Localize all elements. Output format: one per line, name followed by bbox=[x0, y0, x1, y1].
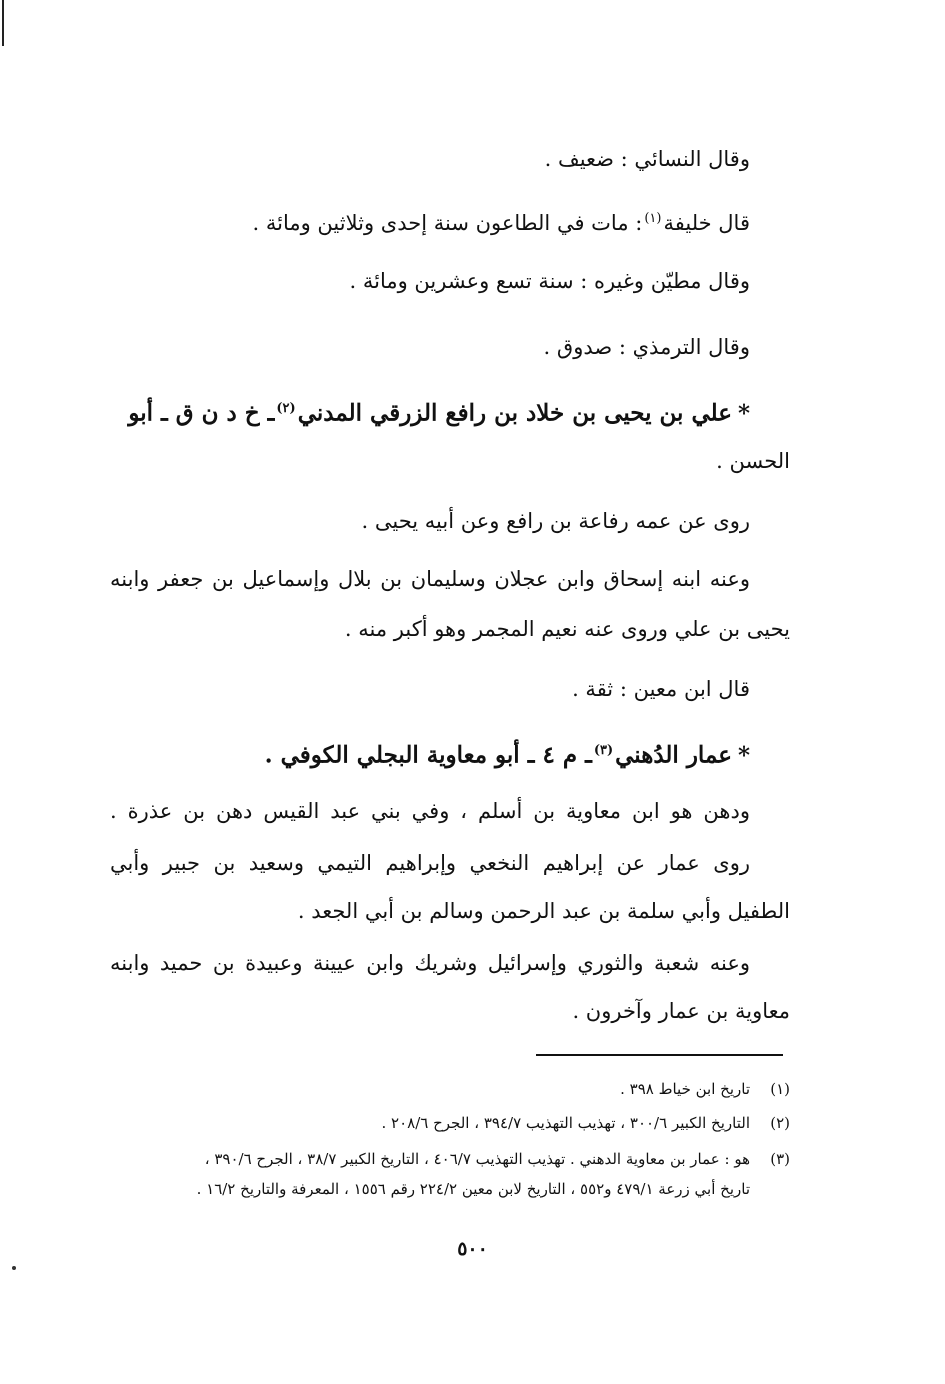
text-line: وقال الترمذي : صدوق . bbox=[543, 335, 750, 359]
footnote-separator bbox=[536, 1054, 783, 1056]
text-line: الحسن . bbox=[716, 449, 790, 473]
footnote-3 bbox=[205, 1146, 790, 1172]
text-line: روى عمار عن إبراهيم النخعي وإبراهيم التيمي وسعيد بن جبير وأبي bbox=[110, 851, 750, 875]
text-line: ودهن هو ابن معاوية بن أسلم ، وفي بني عبد القيس دهن بن عذرة . bbox=[110, 799, 750, 823]
page-number: ٥٠٠ bbox=[457, 1238, 488, 1260]
text-line: يحيى بن علي وروى عنه نعيم المجمر وهو أكبر منه . bbox=[344, 617, 790, 641]
footnote-ref-3[interactable]: (٣) bbox=[593, 743, 614, 758]
footnote-number: (١) bbox=[770, 1080, 790, 1098]
footnote-text: تاريخ ابن خياط ٣٩٨ . bbox=[620, 1080, 750, 1098]
footnote-ref-1[interactable]: (١) bbox=[644, 211, 662, 226]
page-edge-mark bbox=[2, 0, 4, 46]
text-segment: : مات في الطاعون سنة إحدى وثلاثين ومائة . bbox=[252, 211, 643, 235]
text-line: وقال النسائي : ضعيف . bbox=[544, 147, 750, 171]
heading-codes: ـ م ٤ ـ أبو معاوية البجلي الكوفي . bbox=[264, 741, 592, 769]
heading-name: علي بن يحيى بن خلاد بن رافع الزرقي المدني bbox=[297, 399, 732, 427]
footnote-1 bbox=[620, 1076, 790, 1102]
footnote-text: هو : عمار بن معاوية الدهني . تهذيب التهذيب ٤٠٦/٧ ، التاريخ الكبير ٣٨/٧ ، الجرح ٣٩٠/٦ ، bbox=[204, 1150, 750, 1168]
text-line: معاوية بن عمار وآخرون . bbox=[572, 999, 790, 1023]
scan-dot bbox=[12, 1266, 16, 1270]
text-line bbox=[253, 202, 750, 240]
footnote-text: التاريخ الكبير ٣٠٠/٦ ، تهذيب التهذيب ٣٩٤/٧ ، الجرح ٢٠٨/٦ . bbox=[381, 1114, 750, 1132]
text-line: الطفيل وأبي سلمة بن عبد الرحمن وسالم بن أبي الجعد . bbox=[297, 899, 790, 923]
star-marker: * bbox=[737, 741, 750, 769]
text-line: وعنه ابنه إسحاق وابن عجلان وسليمان بن بلال وإسماعيل بن جعفر وابنه bbox=[110, 567, 750, 591]
footnote-number: (٢) bbox=[770, 1114, 790, 1132]
text-line: روى عن عمه رفاعة بن رافع وعن أبيه يحيى . bbox=[361, 509, 750, 533]
footnote-3-continued: تاريخ أبي زرعة ٤٧٩/١ و٥٥٢ ، التاريخ لابن معين ٢٢٤/٢ رقم ١٥٥٦ ، المعرفة والتاريخ ١٦/٢ . bbox=[196, 1180, 750, 1198]
text-line: وعنه شعبة والثوري وإسرائيل وشريك وابن عيينة وعبيدة بن حميد وابنه bbox=[110, 951, 750, 975]
footnote-ref-2[interactable]: (٢) bbox=[276, 401, 296, 416]
biography-heading bbox=[265, 734, 750, 773]
footnote-number: (٣) bbox=[770, 1150, 790, 1168]
text-line: وقال مطيّن وغيره : سنة تسع وعشرين ومائة . bbox=[349, 269, 750, 293]
biography-heading bbox=[128, 392, 750, 431]
text-segment: قال خليفة bbox=[663, 211, 750, 235]
text-line: قال ابن معين : ثقة . bbox=[572, 677, 750, 701]
star-marker: * bbox=[737, 399, 750, 427]
heading-name: عمار الدُهني bbox=[615, 741, 732, 769]
footnote-2 bbox=[382, 1110, 791, 1136]
heading-codes: ـ خ د ن ق ـ أبو bbox=[128, 399, 275, 427]
